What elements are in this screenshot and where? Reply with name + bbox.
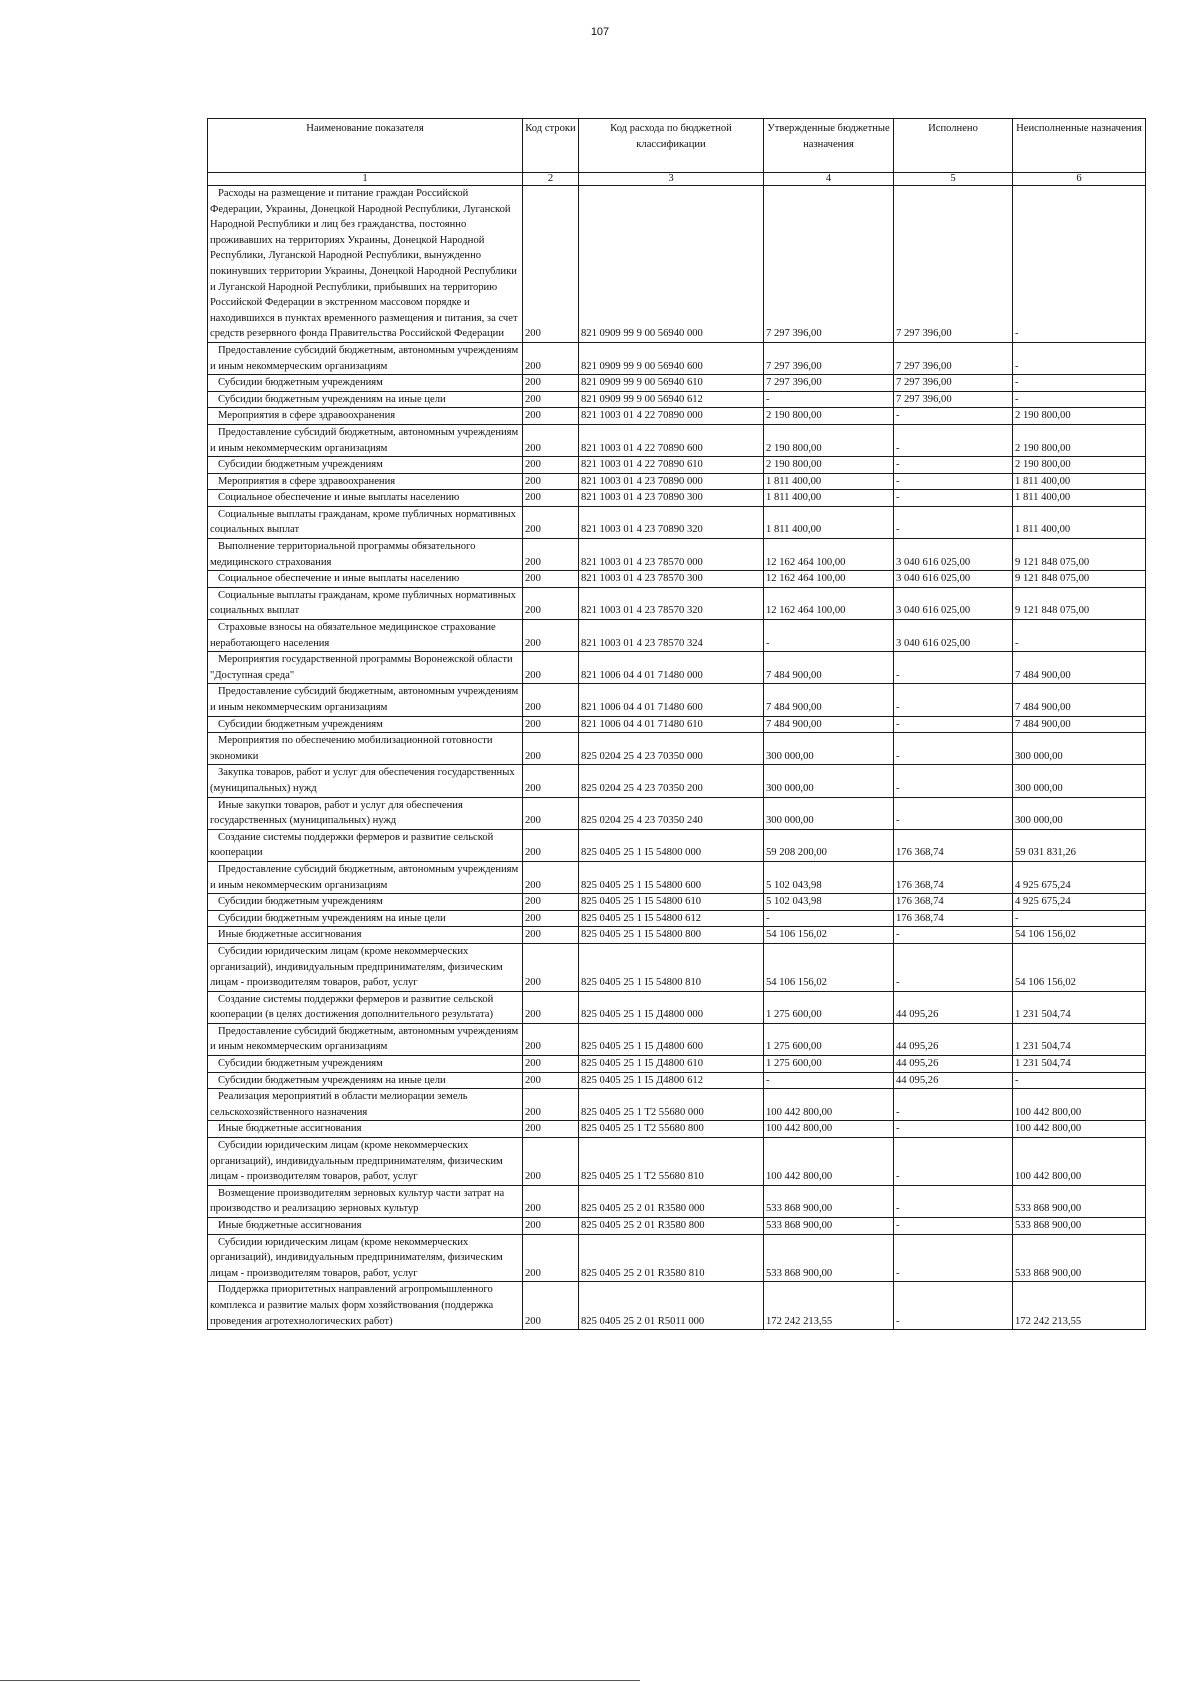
table-row [208, 457, 1146, 474]
row-expense-code: 821 0909 99 9 00 56940 000 [579, 186, 764, 343]
row-executed: - [894, 424, 1013, 456]
row-name: Реализация мероприятий в области мелиорации земель сельскохозяйственного назначения [208, 1089, 523, 1121]
row-executed: 7 297 396,00 [894, 391, 1013, 408]
row-executed: - [894, 1282, 1013, 1330]
row-line-code: 200 [523, 765, 579, 797]
row-executed: - [894, 1218, 1013, 1235]
row-line-code: 200 [523, 733, 579, 765]
row-executed: - [894, 490, 1013, 507]
table-row [208, 186, 1146, 343]
row-expense-code: 821 1006 04 4 01 71480 610 [579, 716, 764, 733]
row-name: Субсидии юридическим лицам (кроме некоммерческих организаций), индивидуальным предпринимателям, физическим лицам - производителям товаров, работ, услуг [208, 1234, 523, 1282]
row-approved: - [764, 391, 894, 408]
row-approved: 7 484 900,00 [764, 684, 894, 716]
table-row [208, 490, 1146, 507]
row-executed: - [894, 506, 1013, 538]
row-unexecuted: - [1013, 620, 1146, 652]
row-approved: 100 442 800,00 [764, 1089, 894, 1121]
row-approved: 1 811 400,00 [764, 490, 894, 507]
row-line-code: 200 [523, 829, 579, 861]
row-executed: - [894, 943, 1013, 991]
row-unexecuted: 1 231 504,74 [1013, 991, 1146, 1023]
header-executed: Исполнено [894, 119, 1013, 173]
row-line-code: 200 [523, 943, 579, 991]
row-approved: 12 162 464 100,00 [764, 571, 894, 588]
table-row [208, 1185, 1146, 1217]
row-unexecuted: 533 868 900,00 [1013, 1218, 1146, 1235]
row-unexecuted: 1 231 504,74 [1013, 1056, 1146, 1073]
row-executed: - [894, 652, 1013, 684]
row-line-code: 200 [523, 539, 579, 571]
row-approved: 1 811 400,00 [764, 506, 894, 538]
row-line-code: 200 [523, 910, 579, 927]
row-name: Расходы на размещение и питание граждан Российской Федерации, Украины, Донецкой Народной Республики, Луганской Народной Республики и лиц без гражданства, постоянно проживавших на территориях Украины, Донецкой Народной Республики, Луганской Народной Республики, вынужденно покинувших территории Украины, Донецкой Народной Республики и Луганской Народной Республики, прибывших на территорию Российской Федерации в экстренном массовом порядке и находившихся в пунктах временного размещения и питания, за счет средств резервного фонда Правительства Российской Федерации [208, 186, 523, 343]
row-expense-code: 821 1003 01 4 22 70890 610 [579, 457, 764, 474]
row-expense-code: 821 1006 04 4 01 71480 600 [579, 684, 764, 716]
row-approved: 533 868 900,00 [764, 1234, 894, 1282]
row-unexecuted: 4 925 675,24 [1013, 894, 1146, 911]
row-name: Поддержка приоритетных направлений агропромышленного комплекса и развитие малых форм хозяйствования (поддержка проведения агротехнологических работ) [208, 1282, 523, 1330]
row-unexecuted: - [1013, 910, 1146, 927]
row-expense-code: 821 1003 01 4 22 70890 600 [579, 424, 764, 456]
row-expense-code: 825 0405 25 1 I5 Д4800 600 [579, 1023, 764, 1055]
row-expense-code: 825 0405 25 1 T2 55680 800 [579, 1121, 764, 1138]
row-name: Социальное обеспечение и иные выплаты населению [208, 571, 523, 588]
table-row [208, 894, 1146, 911]
row-executed: - [894, 457, 1013, 474]
row-name: Предоставление субсидий бюджетным, автономным учреждениям и иным некоммерческим организациям [208, 1023, 523, 1055]
header-indicator-name: Наименование показателя [208, 119, 523, 173]
row-executed: - [894, 1089, 1013, 1121]
row-approved: 1 275 600,00 [764, 1023, 894, 1055]
row-approved: 7 297 396,00 [764, 375, 894, 392]
row-expense-code: 825 0405 25 1 I5 54800 600 [579, 861, 764, 893]
table-row [208, 1218, 1146, 1235]
row-executed: 176 368,74 [894, 910, 1013, 927]
row-executed: 7 297 396,00 [894, 342, 1013, 374]
row-unexecuted: - [1013, 391, 1146, 408]
row-name: Предоставление субсидий бюджетным, автономным учреждениям и иным некоммерческим организациям [208, 861, 523, 893]
column-number-row [208, 173, 1146, 186]
row-name: Возмещение производителям зерновых культур части затрат на производство и реализацию зерновых культур [208, 1185, 523, 1217]
row-approved: 1 275 600,00 [764, 1056, 894, 1073]
row-expense-code: 825 0204 25 4 23 70350 000 [579, 733, 764, 765]
row-executed: - [894, 684, 1013, 716]
row-name: Субсидии бюджетным учреждениям на иные цели [208, 391, 523, 408]
row-expense-code: 825 0405 25 1 I5 Д4800 612 [579, 1072, 764, 1089]
row-expense-code: 825 0405 25 2 01 R3580 800 [579, 1218, 764, 1235]
row-expense-code: 821 1003 01 4 23 78570 300 [579, 571, 764, 588]
row-unexecuted: 4 925 675,24 [1013, 861, 1146, 893]
table-row [208, 506, 1146, 538]
row-expense-code: 821 1003 01 4 23 78570 320 [579, 587, 764, 619]
header-unexecuted: Неисполненные назначения [1013, 119, 1146, 173]
header-approved: Утвержденные бюджетные назначения [764, 119, 894, 173]
row-unexecuted: 300 000,00 [1013, 797, 1146, 829]
row-approved: 172 242 213,55 [764, 1282, 894, 1330]
row-line-code: 200 [523, 571, 579, 588]
row-executed: 3 040 616 025,00 [894, 571, 1013, 588]
row-line-code: 200 [523, 1282, 579, 1330]
row-unexecuted: 1 811 400,00 [1013, 490, 1146, 507]
row-executed: 3 040 616 025,00 [894, 620, 1013, 652]
row-expense-code: 825 0405 25 1 I5 Д4800 610 [579, 1056, 764, 1073]
row-name: Субсидии юридическим лицам (кроме некоммерческих организаций), индивидуальным предпринимателям, физическим лицам - производителям товаров, работ, услуг [208, 1138, 523, 1186]
table-row [208, 391, 1146, 408]
table-row [208, 1089, 1146, 1121]
row-line-code: 200 [523, 1121, 579, 1138]
row-line-code: 200 [523, 1138, 579, 1186]
row-expense-code: 821 1003 01 4 23 70890 000 [579, 473, 764, 490]
row-line-code: 200 [523, 506, 579, 538]
row-name: Социальные выплаты гражданам, кроме публичных нормативных социальных выплат [208, 587, 523, 619]
row-name: Мероприятия в сфере здравоохранения [208, 473, 523, 490]
row-executed: - [894, 765, 1013, 797]
table-row [208, 620, 1146, 652]
row-unexecuted: 9 121 848 075,00 [1013, 539, 1146, 571]
row-executed: 176 368,74 [894, 861, 1013, 893]
row-unexecuted: 533 868 900,00 [1013, 1185, 1146, 1217]
row-line-code: 200 [523, 927, 579, 944]
row-line-code: 200 [523, 716, 579, 733]
table-row [208, 927, 1146, 944]
row-line-code: 200 [523, 1234, 579, 1282]
row-unexecuted: - [1013, 186, 1146, 343]
row-name: Закупка товаров, работ и услуг для обеспечения государственных (муниципальных) нужд [208, 765, 523, 797]
table-row [208, 765, 1146, 797]
row-name: Выполнение территориальной программы обязательного медицинского страхования [208, 539, 523, 571]
row-executed: - [894, 1234, 1013, 1282]
row-line-code: 200 [523, 991, 579, 1023]
row-approved: 2 190 800,00 [764, 424, 894, 456]
table-row [208, 587, 1146, 619]
row-unexecuted: 54 106 156,02 [1013, 943, 1146, 991]
row-approved: 7 297 396,00 [764, 342, 894, 374]
column-number: 6 [1013, 173, 1146, 186]
row-name: Создание системы поддержки фермеров и развитие сельской кооперации [208, 829, 523, 861]
row-line-code: 200 [523, 1023, 579, 1055]
table-row [208, 571, 1146, 588]
row-line-code: 200 [523, 186, 579, 343]
row-expense-code: 825 0405 25 2 01 R5011 000 [579, 1282, 764, 1330]
row-unexecuted: 9 121 848 075,00 [1013, 571, 1146, 588]
row-line-code: 200 [523, 861, 579, 893]
row-expense-code: 825 0405 25 1 I5 54800 610 [579, 894, 764, 911]
row-executed: - [894, 1121, 1013, 1138]
row-unexecuted: 300 000,00 [1013, 733, 1146, 765]
row-name: Субсидии бюджетным учреждениям [208, 457, 523, 474]
row-unexecuted: 1 811 400,00 [1013, 473, 1146, 490]
table-row [208, 797, 1146, 829]
row-expense-code: 821 0909 99 9 00 56940 600 [579, 342, 764, 374]
row-executed: - [894, 927, 1013, 944]
table-row [208, 829, 1146, 861]
row-expense-code: 821 0909 99 9 00 56940 612 [579, 391, 764, 408]
row-name: Предоставление субсидий бюджетным, автономным учреждениям и иным некоммерческим организациям [208, 684, 523, 716]
row-executed: 44 095,26 [894, 1072, 1013, 1089]
row-name: Субсидии бюджетным учреждениям [208, 716, 523, 733]
row-line-code: 200 [523, 473, 579, 490]
row-name: Иные бюджетные ассигнования [208, 927, 523, 944]
row-expense-code: 825 0405 25 1 I5 54800 800 [579, 927, 764, 944]
row-line-code: 200 [523, 1218, 579, 1235]
row-approved: 300 000,00 [764, 797, 894, 829]
table-row [208, 473, 1146, 490]
row-approved: 7 297 396,00 [764, 186, 894, 343]
row-approved: 59 208 200,00 [764, 829, 894, 861]
table-row [208, 375, 1146, 392]
row-executed: - [894, 408, 1013, 425]
row-approved: 100 442 800,00 [764, 1138, 894, 1186]
row-expense-code: 825 0405 25 1 I5 54800 810 [579, 943, 764, 991]
row-name: Субсидии бюджетным учреждениям на иные цели [208, 910, 523, 927]
row-executed: - [894, 797, 1013, 829]
row-name: Предоставление субсидий бюджетным, автономным учреждениям и иным некоммерческим организациям [208, 342, 523, 374]
row-expense-code: 821 0909 99 9 00 56940 610 [579, 375, 764, 392]
row-name: Страховые взносы на обязательное медицинское страхование неработающего населения [208, 620, 523, 652]
table-body [208, 186, 1146, 1330]
row-name: Субсидии бюджетным учреждениям [208, 1056, 523, 1073]
row-expense-code: 825 0204 25 4 23 70350 240 [579, 797, 764, 829]
row-name: Создание системы поддержки фермеров и развитие сельской кооперации (в целях достижения дополнительного результата) [208, 991, 523, 1023]
row-expense-code: 821 1003 01 4 23 78570 000 [579, 539, 764, 571]
page-number: 107 [590, 26, 610, 38]
row-expense-code: 825 0204 25 4 23 70350 200 [579, 765, 764, 797]
row-name: Иные бюджетные ассигнования [208, 1121, 523, 1138]
row-unexecuted: 7 484 900,00 [1013, 716, 1146, 733]
row-unexecuted: 59 031 831,26 [1013, 829, 1146, 861]
row-unexecuted: - [1013, 375, 1146, 392]
row-executed: 44 095,26 [894, 1056, 1013, 1073]
row-approved: 12 162 464 100,00 [764, 587, 894, 619]
row-expense-code: 825 0405 25 2 01 R3580 000 [579, 1185, 764, 1217]
column-number: 5 [894, 173, 1013, 186]
row-expense-code: 825 0405 25 1 I5 54800 000 [579, 829, 764, 861]
row-expense-code: 821 1003 01 4 23 78570 324 [579, 620, 764, 652]
row-approved: 300 000,00 [764, 765, 894, 797]
row-executed: - [894, 1138, 1013, 1186]
row-executed: 7 297 396,00 [894, 186, 1013, 343]
row-line-code: 200 [523, 894, 579, 911]
row-name: Субсидии бюджетным учреждениям [208, 375, 523, 392]
table-header-row [208, 119, 1146, 173]
row-unexecuted: 1 231 504,74 [1013, 1023, 1146, 1055]
table-row [208, 424, 1146, 456]
row-executed: 3 040 616 025,00 [894, 587, 1013, 619]
row-approved: 7 484 900,00 [764, 716, 894, 733]
row-unexecuted: 2 190 800,00 [1013, 408, 1146, 425]
row-approved: 5 102 043,98 [764, 894, 894, 911]
row-name: Социальное обеспечение и иные выплаты населению [208, 490, 523, 507]
table-row [208, 910, 1146, 927]
row-approved: 100 442 800,00 [764, 1121, 894, 1138]
table-row [208, 684, 1146, 716]
row-line-code: 200 [523, 342, 579, 374]
row-approved: 2 190 800,00 [764, 408, 894, 425]
table-row [208, 1023, 1146, 1055]
row-unexecuted: 54 106 156,02 [1013, 927, 1146, 944]
table-row [208, 943, 1146, 991]
column-number: 2 [523, 173, 579, 186]
row-line-code: 200 [523, 652, 579, 684]
column-number: 3 [579, 173, 764, 186]
table-row [208, 1138, 1146, 1186]
budget-execution-table [207, 118, 1146, 1330]
row-unexecuted: 9 121 848 075,00 [1013, 587, 1146, 619]
row-unexecuted: 7 484 900,00 [1013, 652, 1146, 684]
row-executed: 3 040 616 025,00 [894, 539, 1013, 571]
header-line-code: Код строки [523, 119, 579, 173]
row-expense-code: 825 0405 25 1 T2 55680 000 [579, 1089, 764, 1121]
table-row [208, 1234, 1146, 1282]
row-unexecuted: - [1013, 342, 1146, 374]
row-name: Мероприятия в сфере здравоохранения [208, 408, 523, 425]
table-row [208, 861, 1146, 893]
row-line-code: 200 [523, 620, 579, 652]
row-line-code: 200 [523, 408, 579, 425]
row-executed: 44 095,26 [894, 991, 1013, 1023]
row-unexecuted: 2 190 800,00 [1013, 457, 1146, 474]
row-line-code: 200 [523, 797, 579, 829]
bottom-divider [0, 1680, 640, 1681]
table-row [208, 1282, 1146, 1330]
row-name: Иные закупки товаров, работ и услуг для обеспечения государственных (муниципальных) нужд [208, 797, 523, 829]
row-expense-code: 821 1006 04 4 01 71480 000 [579, 652, 764, 684]
row-unexecuted: 533 868 900,00 [1013, 1234, 1146, 1282]
row-line-code: 200 [523, 424, 579, 456]
row-unexecuted: 300 000,00 [1013, 765, 1146, 797]
row-expense-code: 821 1003 01 4 23 70890 300 [579, 490, 764, 507]
table-row [208, 1056, 1146, 1073]
row-expense-code: 825 0405 25 1 T2 55680 810 [579, 1138, 764, 1186]
row-line-code: 200 [523, 457, 579, 474]
row-approved: 1 811 400,00 [764, 473, 894, 490]
row-approved: 533 868 900,00 [764, 1218, 894, 1235]
row-approved: 54 106 156,02 [764, 943, 894, 991]
row-expense-code: 825 0405 25 1 I5 54800 612 [579, 910, 764, 927]
row-line-code: 200 [523, 1072, 579, 1089]
row-unexecuted: 100 442 800,00 [1013, 1089, 1146, 1121]
row-executed: 176 368,74 [894, 829, 1013, 861]
row-line-code: 200 [523, 684, 579, 716]
row-expense-code: 821 1003 01 4 23 70890 320 [579, 506, 764, 538]
row-name: Мероприятия по обеспечению мобилизационной готовности экономики [208, 733, 523, 765]
row-unexecuted: 7 484 900,00 [1013, 684, 1146, 716]
column-number: 1 [208, 173, 523, 186]
row-approved: 300 000,00 [764, 733, 894, 765]
row-line-code: 200 [523, 391, 579, 408]
row-line-code: 200 [523, 587, 579, 619]
table-row [208, 1072, 1146, 1089]
row-line-code: 200 [523, 1089, 579, 1121]
row-expense-code: 825 0405 25 2 01 R3580 810 [579, 1234, 764, 1282]
row-line-code: 200 [523, 375, 579, 392]
row-name: Субсидии бюджетным учреждениям [208, 894, 523, 911]
table-row [208, 652, 1146, 684]
row-executed: - [894, 716, 1013, 733]
row-name: Мероприятия государственной программы Воронежской области "Доступная среда" [208, 652, 523, 684]
table-row [208, 733, 1146, 765]
row-approved: 2 190 800,00 [764, 457, 894, 474]
row-executed: 44 095,26 [894, 1023, 1013, 1055]
column-number: 4 [764, 173, 894, 186]
table-row [208, 991, 1146, 1023]
row-approved: 5 102 043,98 [764, 861, 894, 893]
row-unexecuted: 2 190 800,00 [1013, 424, 1146, 456]
row-name: Субсидии юридическим лицам (кроме некоммерческих организаций), индивидуальным предпринимателям, физическим лицам - производителям товаров, работ, услуг [208, 943, 523, 991]
row-approved: 54 106 156,02 [764, 927, 894, 944]
row-unexecuted: 1 811 400,00 [1013, 506, 1146, 538]
row-unexecuted: 100 442 800,00 [1013, 1138, 1146, 1186]
row-unexecuted: 100 442 800,00 [1013, 1121, 1146, 1138]
row-executed: - [894, 733, 1013, 765]
row-executed: 7 297 396,00 [894, 375, 1013, 392]
row-approved: 7 484 900,00 [764, 652, 894, 684]
row-approved: 12 162 464 100,00 [764, 539, 894, 571]
row-executed: 176 368,74 [894, 894, 1013, 911]
row-approved: 1 275 600,00 [764, 991, 894, 1023]
table-row [208, 1121, 1146, 1138]
row-executed: - [894, 473, 1013, 490]
row-approved: 533 868 900,00 [764, 1185, 894, 1217]
row-name: Иные бюджетные ассигнования [208, 1218, 523, 1235]
row-unexecuted: - [1013, 1072, 1146, 1089]
table-row [208, 539, 1146, 571]
row-expense-code: 825 0405 25 1 I5 Д4800 000 [579, 991, 764, 1023]
row-expense-code: 821 1003 01 4 22 70890 000 [579, 408, 764, 425]
header-expense-code: Код расхода по бюджетной классификации [579, 119, 764, 173]
row-approved: - [764, 620, 894, 652]
row-approved: - [764, 910, 894, 927]
table-row [208, 408, 1146, 425]
row-executed: - [894, 1185, 1013, 1217]
row-line-code: 200 [523, 1185, 579, 1217]
table-row [208, 342, 1146, 374]
row-line-code: 200 [523, 1056, 579, 1073]
table-row [208, 716, 1146, 733]
row-unexecuted: 172 242 213,55 [1013, 1282, 1146, 1330]
row-approved: - [764, 1072, 894, 1089]
row-name: Социальные выплаты гражданам, кроме публичных нормативных социальных выплат [208, 506, 523, 538]
row-name: Субсидии бюджетным учреждениям на иные цели [208, 1072, 523, 1089]
row-line-code: 200 [523, 490, 579, 507]
row-name: Предоставление субсидий бюджетным, автономным учреждениям и иным некоммерческим организациям [208, 424, 523, 456]
